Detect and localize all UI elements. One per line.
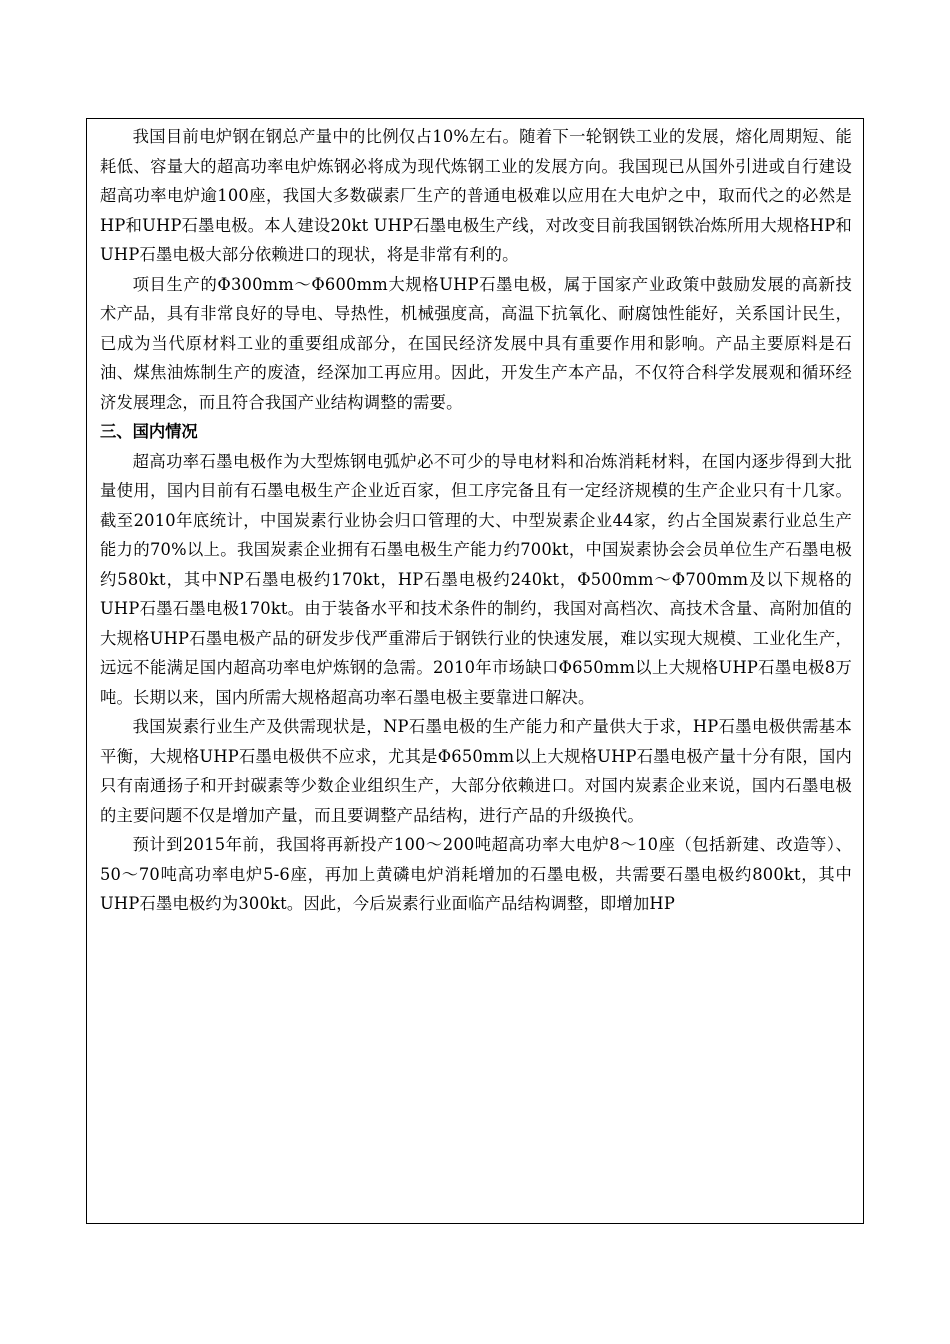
paragraph: 预计到2015年前，我国将再新投产100～200吨超高功率大电炉8～10座（包括新建、改造等）、50～70吨高功率电炉5-6座，再加上黄磷电炉消耗增加的石墨电极，共需要石墨电极约800kt，其中UHP石墨电极约为300kt。因此，今后炭素行业面临产品结构调整，即增加HP: [100, 835, 852, 913]
paragraph: 我国炭素行业生产及供需现状是，NP石墨电极的生产能力和产量供大于求，HP石墨电极供需基本平衡，大规格UHP石墨电极供不应求，尤其是Φ650mm以上大规格UHP石墨电极产量十分有限，国内只有南通扬子和开封碳素等少数企业组织生产，大部分依赖进口。对国内炭素企业来说，国内石墨电极的主要问题不仅是增加产量，而且要调整产品结构，进行产品的升级换代。: [100, 717, 852, 825]
paragraph: 超高功率石墨电极作为大型炼钢电弧炉必不可少的导电材料和冶炼消耗材料，在国内逐步得到大批量使用，国内目前有石墨电极生产企业近百家，但工序完备且有一定经济规模的生产企业只有十几家。截至2010年底统计，中国炭素行业协会归口管理的大、中型炭素企业44家，约占全国炭素行业总生产能力的70%以上。我国炭素企业拥有石墨电极生产能力约700kt，中国炭素协会会员单位生产石墨电极约580kt，其中NP石墨电极约170kt，HP石墨电极约240kt，Φ500mm～Φ700mm及以下规格的UHP石墨石墨电极170kt。由于装备水平和技术条件的制约，我国对高档次、高技术含量、高附加值的大规格UHP石墨电极产品的研发步伐严重滞后于钢铁行业的快速发展，难以实现大规模、工业化生产，远远不能满足国内超高功率电炉炼钢的急需。2010年市场缺口Φ650mm以上大规格UHP石墨电极8万吨。长期以来，国内所需大规格超高功率石墨电极主要靠进口解决。: [100, 451, 852, 707]
section-heading: 三、国内情况: [100, 422, 198, 441]
document-body: [100, 122, 852, 919]
paragraph: 项目生产的Φ300mm～Φ600mm大规格UHP石墨电极，属于国家产业政策中鼓励发展的高新技术产品，具有非常良好的导电、导热性，机械强度高，高温下抗氧化、耐腐蚀性能好，关系国计民生，已成为当代原材料工业的重要组成部分，在国民经济发展中具有重要作用和影响。产品主要原料是石油、煤焦油炼制生产的废渣，经深加工再应用。因此，开发生产本产品，不仅符合科学发展观和循环经济发展理念，而且符合我国产业结构调整的需要。: [100, 274, 852, 412]
paragraph: 我国目前电炉钢在钢总产量中的比例仅占10%左右。随着下一轮钢铁工业的发展，熔化周期短、能耗低、容量大的超高功率电炉炼钢必将成为现代炼钢工业的发展方向。我国现已从国外引进或自行建设超高功率电炉逾100座，我国大多数碳素厂生产的普通电极难以应用在大电炉之中，取而代之的必然是HP和UHP石墨电极。本人建设20kt UHP石墨电极生产线，对改变目前我国钢铁冶炼所用大规格HP和UHP石墨电极大部分依赖进口的现状，将是非常有利的。: [100, 127, 852, 264]
